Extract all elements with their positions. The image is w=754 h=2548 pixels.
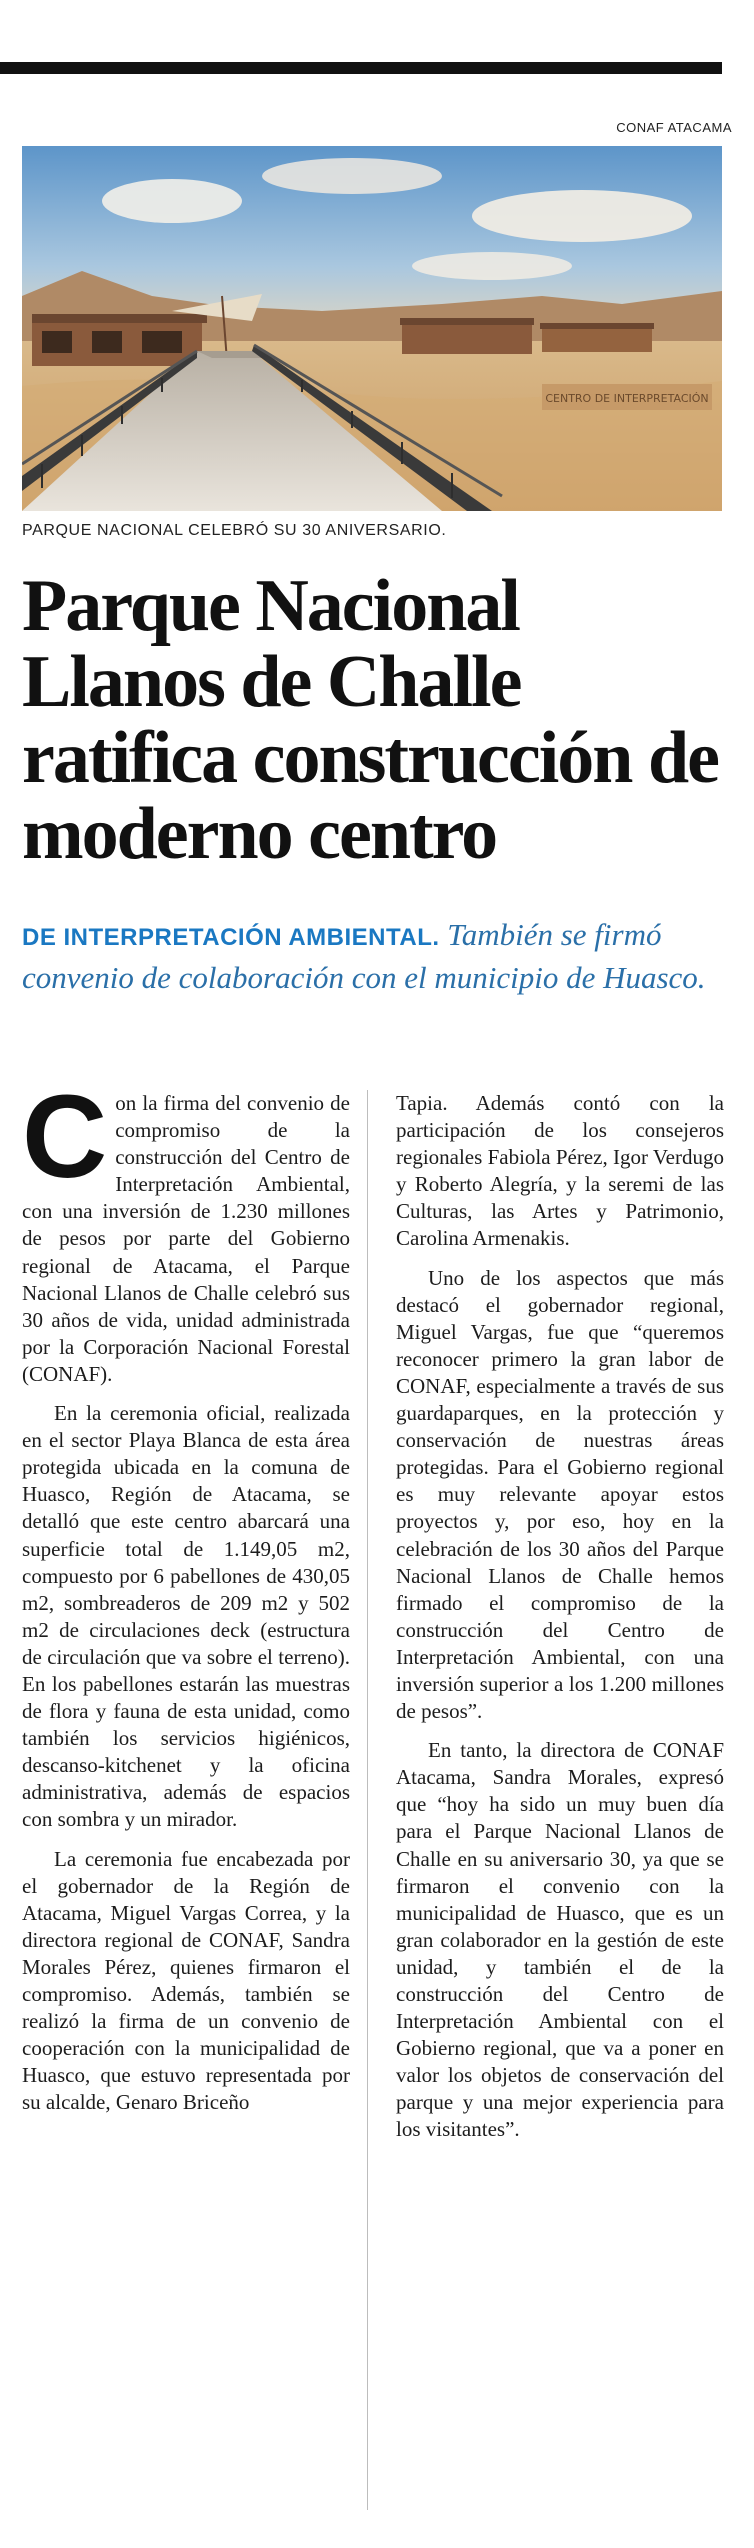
article-column-left (22, 1071, 350, 2116)
deck (22, 915, 722, 998)
paragraph-text: on la firma del convenio de compromiso de la construcción del Centro de Interpretación Ambiental, con una inversión de 1.230 millones de pesos por parte del Gobierno regional de Atacama, el Parque Nacional Llanos de Challe celebró sus 30 años de vida, unidad administrada por la Corporación Nacional Forestal (CONAF). (22, 1091, 350, 1386)
column-divider (367, 1090, 368, 2510)
sign-text: CENTRO DE INTERPRETACIÓN (545, 392, 709, 405)
drop-cap: C (22, 1071, 108, 1203)
article-photo (22, 146, 722, 511)
deck-text: También se firmó convenio de colaboración con el municipio de Huasco. (22, 917, 706, 995)
headline: Parque Nacional Llanos de Challe ratifica construcción de moderno centro (22, 565, 718, 875)
article-paragraph: Uno de los aspectos que más destacó el gobernador regional, Miguel Vargas, fue que “queremos reconocer primero la gran labor de CONAF, especialmente a través de sus guardaparques, en la protección y conservación de nuestras áreas protegidas. Para el Gobierno regional es muy relevante apoyar estos proyectos y, por eso, hoy en la celebración de los 30 años del Parque Nacional Llanos de Challe hemos firmado el compromiso de la construcción del Centro de Interpretación Ambiental, con una inversión superior a los 1.200 millones de pesos”. (396, 1265, 724, 1724)
photo-caption: PARQUE NACIONAL CELEBRÓ SU 30 ANIVERSARIO. (22, 522, 447, 539)
article-paragraph: La ceremonia fue encabezada por el gobernador de la Región de Atacama, Miguel Vargas Correa, y la directora regional de CONAF, Sandra Morales Pérez, quienes firmaron el compromiso. Además, también se realizó la firma de un convenio de cooperación con la municipalidad de Huasco, que estuvo representada por su alcalde, Genaro Briceño (22, 1846, 350, 2115)
article-paragraph: En la ceremonia oficial, realizada en el sector Playa Blanca de esta área protegida ubicada en la comuna de Huasco, Región de Atacama, se detalló que este centro abarcará una superficie total de 1.149,05 m2, compuesto por 6 pabellones de 430,05 m2, sombreaderos de 209 m2 y 502 m2 de circulaciones deck (estructura de circulación que va sobre el terreno). En los pabellones estarán las muestras de flora y fauna de esta unidad, como también los servicios higiénicos, descanso-kitchenet y la oficina administrativa, además de espacios con sombra y un mirador. (22, 1401, 350, 1832)
deck-kicker: DE INTERPRETACIÓN AMBIENTAL. (22, 924, 440, 951)
rendering-illustration (22, 146, 722, 511)
photo-credit: CONAF ATACAMA (616, 120, 732, 135)
article-paragraph: Tapia. Además contó con la participación de los consejeros regionales Fabiola Pérez, Igor Verdugo y Roberto Alegría, y la seremi de las Culturas, las Artes y Patrimonio, Carolina Armenakis. (396, 1091, 724, 1251)
article-paragraph: En tanto, la directora de CONAF Atacama, Sandra Morales, expresó que “hoy ha sido un muy buen día para el Parque Nacional Llanos de Challe en su aniversario 30, ya que se firmaron el convenio con la municipalidad de Huasco, que es un gran colaborador en la gestión de este unidad, y también el de la construcción del Centro de Interpretación Ambiental con el Gobierno regional, que va a poner en valor los objetos de conservación del parque y una mejor experiencia para los visitantes”. (396, 1738, 724, 2142)
top-rule (0, 62, 722, 74)
article-paragraph (22, 1071, 350, 1388)
article-column-right (396, 1090, 724, 2144)
